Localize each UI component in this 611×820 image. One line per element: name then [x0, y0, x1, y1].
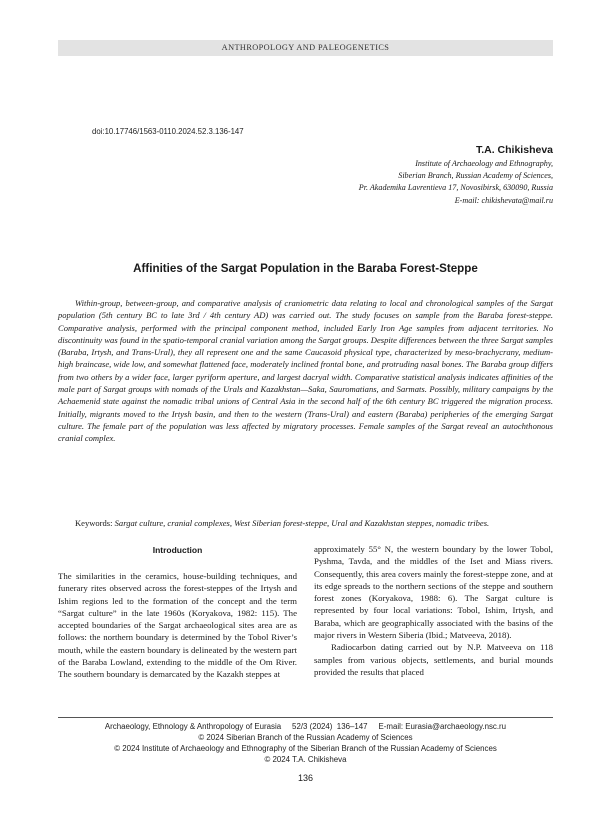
body-paragraph: approximately 55° N, the western boundary by the lower Tobol, Pyshma, Tavda, and the middles of the Iset and Miass rivers. Consequently, this area covers mainly the forest-steppe zone, and at its edge spreads to the northern sections of the steppe and southern forest zones (Koryakova, 1988: 6). The Sargat culture is represented by four local variations: Tobol, Ishim, Irtysh, and Baraba, which are geographically associated with the basins of the major rivers in Western Siberia (Ibid.; Matveeva, 2018).	[314, 544, 553, 641]
page-number: 136	[297, 773, 314, 783]
keywords	[58, 517, 553, 529]
article-title: Affinities of the Sargat Population in the Baraba Forest-Steppe	[133, 262, 478, 275]
right-column	[314, 543, 553, 678]
keywords-label: Keywords:	[75, 518, 113, 528]
author-email[interactable]: E-mail: chikishevata@mail.ru	[454, 195, 553, 205]
copyright-line: © 2024 Siberian Branch of the Russian Academy of Sciences	[198, 733, 413, 742]
affiliation-line: Pr. Akademika Lavrentieva 17, Novosibirsk, 630090, Russia	[358, 183, 553, 193]
affiliation-line: Institute of Archaeology and Ethnography,	[415, 159, 553, 168]
doi-text[interactable]: doi:10.17746/1563-0110.2024.52.3.136-147	[92, 127, 244, 136]
introduction-heading: Introduction	[152, 545, 203, 555]
footer	[58, 721, 553, 765]
affiliation-line: Siberian Branch, Russian Academy of Sciences,	[398, 171, 553, 181]
body-paragraph: Radiocarbon dating carried out by N.P. Matveeva on 118 samples from various objects, settlements, and burial mounds provided the results that placed	[314, 642, 553, 677]
journal-line: Archaeology, Ethnology & Anthropology of Eurasia 52/3 (2024) 136–147 E-mail: Eurasia@archaeology.nsc.ru	[104, 722, 507, 731]
author-affiliation	[223, 158, 553, 207]
body-paragraph: The similarities in the ceramics, house-building techniques, and funerary rites observed across the forest-steppes of the Irtysh and Ishim regions led to the formation of the concept and the term “Sargat culture” in the late 1960s (Koryakova, 1982: 115). The accepted boundaries of the Sargat archaeological sites area are as follows: the northern boundary is determined by the Tobol River’s mouth, while the eastern boundary is delineated by the western part of the Baraba Lowland, extending to the middle of the Om River. The southern boundary is demarcated by the Kazakh steppes at	[58, 571, 297, 680]
left-column	[58, 542, 297, 681]
copyright-line: © 2024 T.A. Chikisheva	[264, 755, 347, 764]
keywords-text: Sargat culture, cranial complexes, West Siberian forest-steppe, Ural and Kazakhstan steppes, nomadic tribes.	[114, 518, 490, 528]
abstract: Within-group, between-group, and comparative analysis of craniometric data relating to local and chronological samples of the Sargat population (5th century BC to late 3rd / 4th century AD) was carried out. The study focuses on sample from the Baraba forest-steppe. Comparative analysis, performed with the principal component method, included Early Iron Age samples from adjacent territories. No discontinuity was found in the spatio-temporal cranial variation among the Sargat groups. Despite differences between the three Sargat samples (Baraba, Irtysh, and Trans-Ural), they all represent one and the same Caucasoid physical type, characterized by meso-brachycrany, medium-high braincase, wide low, and somewhat flattened face, moderately inclined frontal bone, and protruding nasal bones. The Baraba group differs from two others by a wider face, larger pyriform aperture, and largest dacryal width. Comparative statistical analysis indicates affinities of the male part of Sargat groups with nomads of the Urals and Kazakhstan—Saka, Sauromatians, and Sarmats. Possibly, military campaigns by the Achaemenid state against the nomadic tribal unions of Central Asia in the second half of the 6th century BC triggered the migration process. Initially, migrants moved to the Irtysh basin, and then to the western (Trans-Ural) and eastern (Baraba) peripheries of the emerging Sargat culture. The female part of the population was less affected by migratory processes. Female samples of the Sargat reveal an autochthonous cranial complex.	[58, 298, 553, 444]
copyright-line: © 2024 Institute of Archaeology and Ethnography of the Siberian Branch of the Russian Academy of Sciences	[114, 744, 497, 753]
section-header-banner: ANTHROPOLOGY AND PALEOGENETICS	[58, 40, 553, 56]
author-name: T.A. Chikisheva	[475, 144, 553, 156]
footer-divider	[58, 717, 553, 718]
